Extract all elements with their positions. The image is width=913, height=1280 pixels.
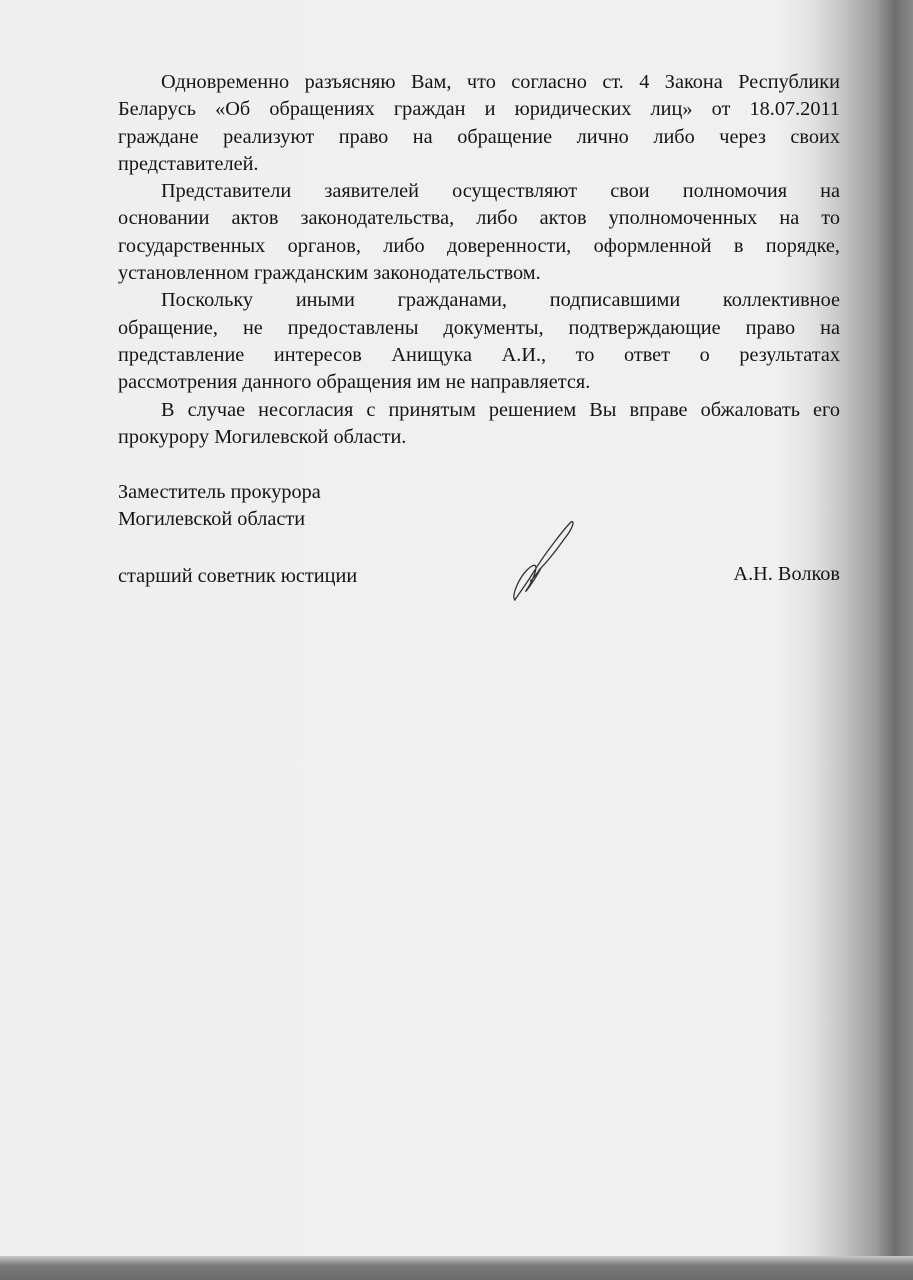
signer-rank: старший советник юстиции — [118, 565, 358, 587]
text-line: Беларусь «Об обращениях граждан и юридических лиц» от 18.07.2011 — [118, 98, 840, 121]
paragraph-4 — [118, 397, 840, 452]
text-line: В случае несогласия с принятым решением Вы вправе обжаловать его — [161, 398, 840, 421]
text-line: обращение, не предоставлены документы, подтверждающие право на — [118, 316, 840, 339]
text-line: представителей. — [118, 152, 259, 175]
scan-edge-shadow — [0, 1256, 913, 1280]
position-line: Могилевской области — [118, 508, 306, 531]
text-line: основании актов законодательства, либо актов уполномоченных на то — [118, 207, 840, 230]
text-line: Представители заявителей осуществляют свои полномочия на — [161, 180, 840, 203]
text-line: представление интересов Анищука А.И., то ответ о результатах — [118, 343, 840, 366]
text-line: рассмотрения данного обращения им не направляется. — [118, 371, 591, 394]
paragraph-3 — [118, 287, 840, 396]
text-line: Одновременно разъясняю Вам, что согласно ст. 4 Закона Республики — [161, 71, 840, 93]
paragraph-1 — [118, 69, 840, 178]
text-line: граждане реализуют право на обращение лично либо через своих — [118, 125, 840, 148]
text-line: прокурору Могилевской области. — [118, 425, 407, 448]
text-line: Поскольку иными гражданами, подписавшими коллективное — [161, 289, 840, 312]
signer-position — [118, 479, 321, 534]
letter-body — [118, 69, 840, 451]
signer-name: А.Н. Волков — [733, 563, 840, 585]
text-line: государственных органов, либо доверенности, оформленной в порядке, — [118, 234, 840, 257]
handwritten-signature — [505, 518, 580, 608]
text-line: установленном гражданским законодательством. — [118, 262, 541, 285]
paragraph-2 — [118, 178, 840, 287]
position-line: Заместитель прокурора — [118, 481, 321, 503]
